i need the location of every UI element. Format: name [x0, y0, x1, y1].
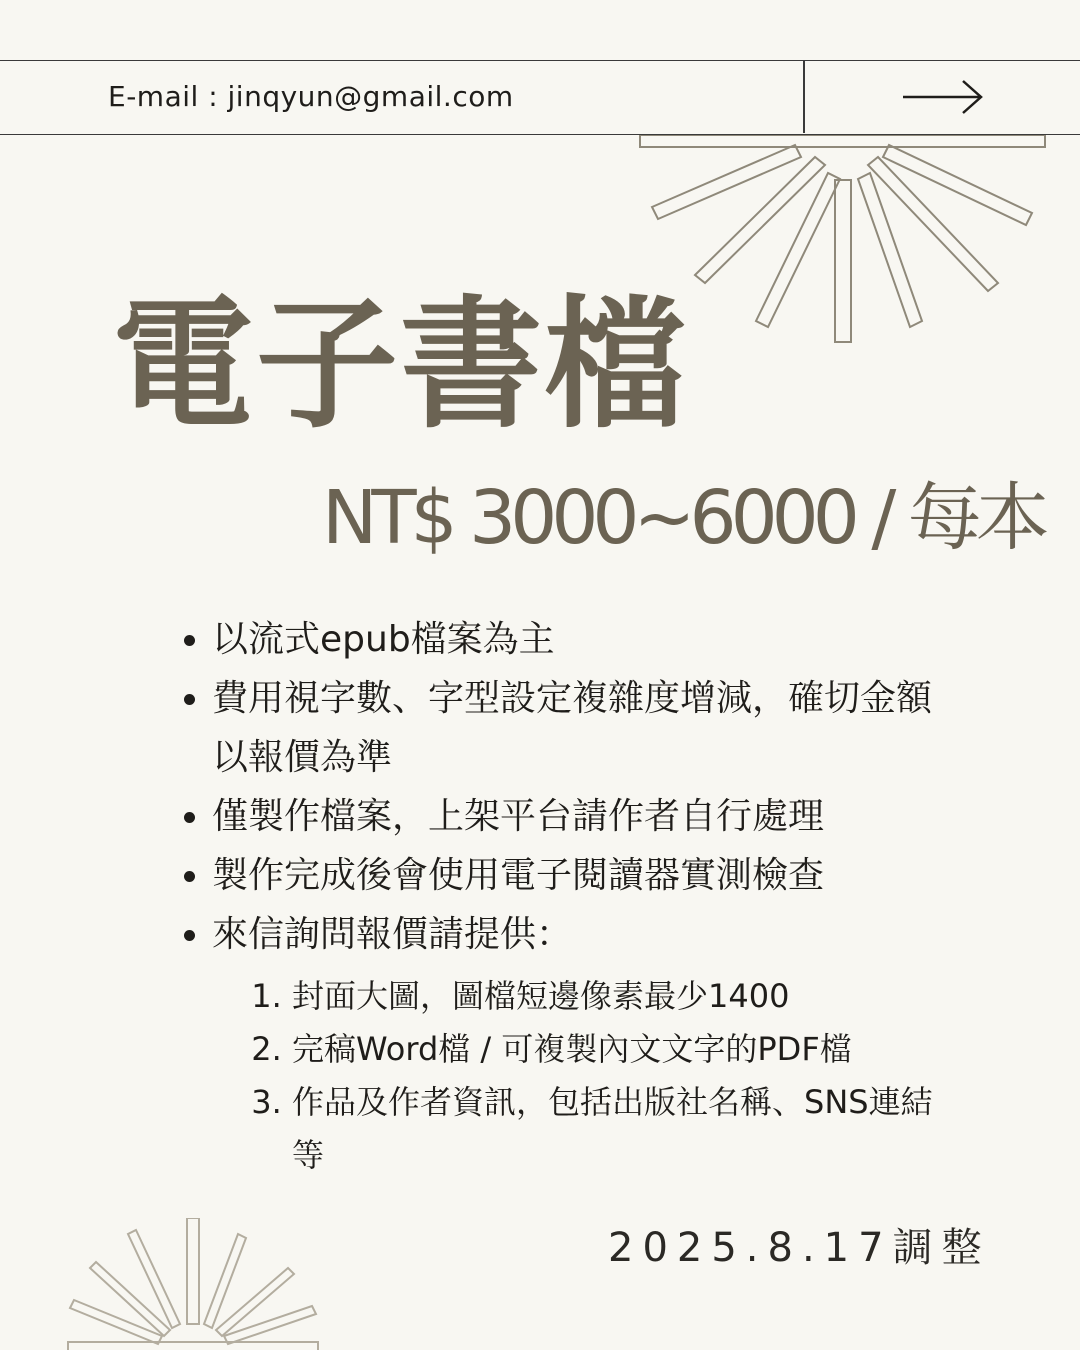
list-item: • 以流式epub檔案為主 [212, 610, 952, 669]
sunburst-decoration-top [630, 135, 1060, 350]
info-list [170, 610, 952, 964]
list-item: • 來信詢問報價請提供： [212, 905, 952, 964]
requirements-list [260, 970, 952, 1182]
requirement-item: 3. 作品及作者資訊，包括出版社名稱、SNS連結等 [292, 1076, 952, 1182]
requirement-item: 2. 完稿Word檔 / 可複製內文文字的PDF檔 [292, 1023, 952, 1076]
list-item: • 製作完成後會使用電子閱讀器實測檢查 [212, 846, 952, 905]
list-item: • 僅製作檔案，上架平台請作者自行處理 [212, 787, 952, 846]
list-item: • 費用視字數、字型設定複雜度增減，確切金額以報價為準 [212, 669, 952, 787]
date-text: 2025.8.17調整 [608, 1225, 991, 1271]
price-text: NT$ 3000~6000 / 每本 [322, 475, 1044, 561]
header-bar [0, 60, 1080, 135]
sunburst-decoration-bottom [62, 1218, 324, 1350]
arrow-right-icon [901, 77, 985, 117]
email-text: E-mail : jinqyun@gmail.com [108, 80, 514, 113]
next-button[interactable] [805, 61, 1080, 133]
requirement-item: 1. 封面大圖，圖檔短邊像素最少1400 [292, 970, 952, 1023]
page-title: 電子書檔 [112, 283, 688, 448]
